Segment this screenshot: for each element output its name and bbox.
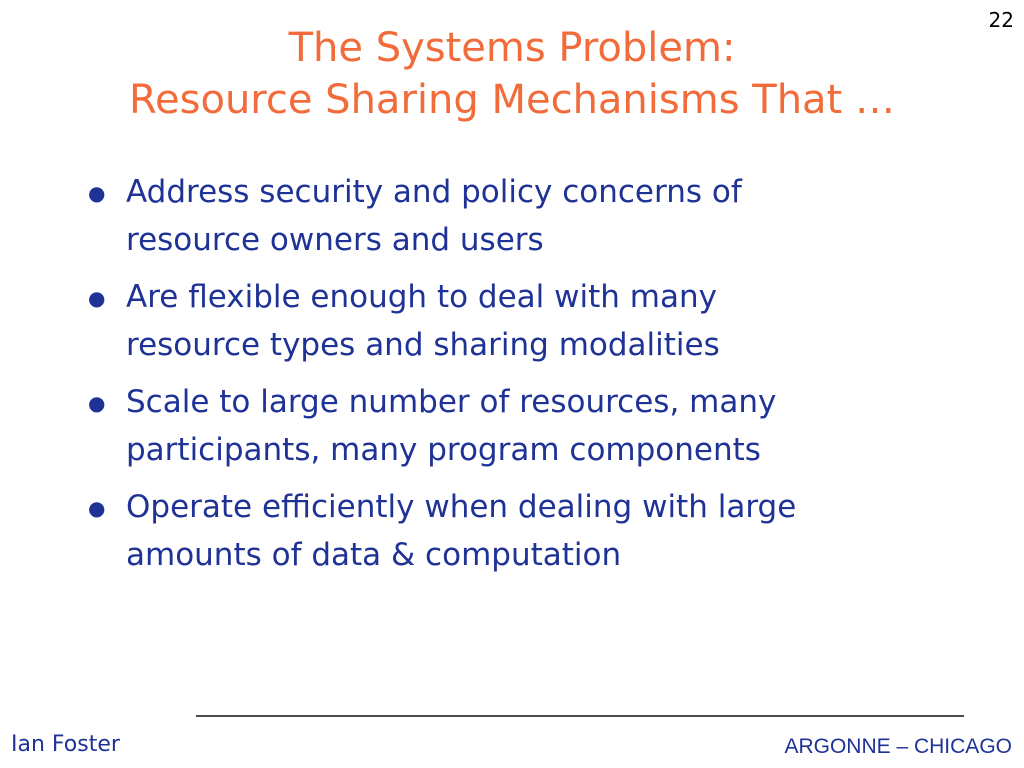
footer-divider [196,715,964,717]
bullet-line: amounts of data & computation [126,537,622,573]
bullet-dot-icon: ● [88,181,106,205]
title-line-2: Resource Sharing Mechanisms That … [129,77,895,123]
bullet-line: resource types and sharing modalities [126,327,720,363]
bullet-dot-icon: ● [88,496,106,520]
bullet-line: Scale to large number of resources, many [126,384,777,420]
bullet-list [84,168,964,588]
bullet-line: Address security and policy concerns of [126,174,742,210]
slide-number: 22 [988,8,1014,32]
slide-title [0,22,1024,126]
bullet-line: Are flexible enough to deal with many [126,279,717,315]
bullet-line: resource owners and users [126,222,544,258]
bullet-item [84,483,964,579]
bullet-item [84,273,964,369]
footer-author: Ian Foster [11,732,120,757]
bullet-dot-icon: ● [88,391,106,415]
bullet-item [84,378,964,474]
bullet-line: participants, many program components [126,432,761,468]
title-line-1: The Systems Problem: [288,25,736,71]
bullet-line: Operate efficiently when dealing with large [126,489,797,525]
footer-affiliation: ARGONNE – CHICAGO [784,735,1012,758]
bullet-item [84,168,964,264]
bullet-dot-icon: ● [88,286,106,310]
